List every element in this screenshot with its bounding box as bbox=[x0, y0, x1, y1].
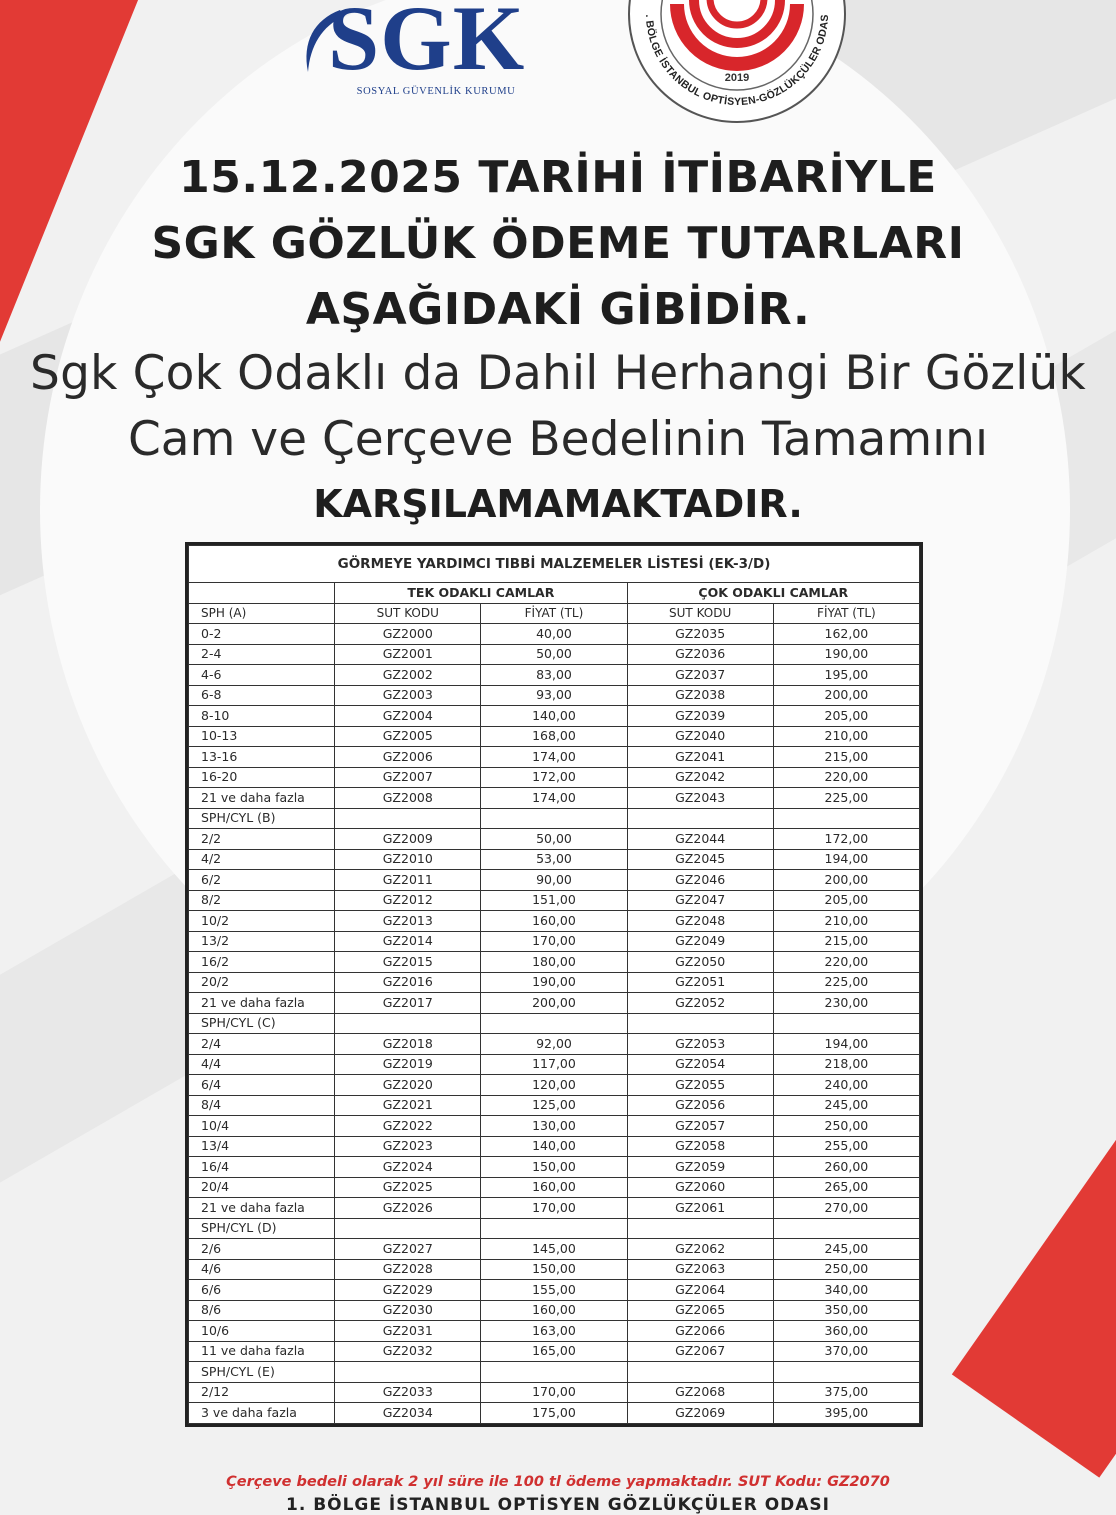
table-row bbox=[189, 788, 920, 809]
cell-price: 190,00 bbox=[481, 972, 627, 993]
cell-price: 151,00 bbox=[481, 890, 627, 911]
red-corner-stripe bbox=[952, 1030, 1116, 1477]
table-row bbox=[189, 767, 920, 788]
cell-sut-code: GZ2031 bbox=[335, 1321, 481, 1342]
headline-line-1: 15.12.2025 TARİHİ İTİBARİYLE bbox=[179, 152, 937, 203]
table-title: GÖRMEYE YARDIMCI TIBBİ MALZEMELER LİSTESİ (EK-3/D) bbox=[189, 546, 920, 583]
cell-price: 53,00 bbox=[481, 849, 627, 870]
cell-price-multi: 255,00 bbox=[773, 1136, 919, 1157]
cell-sut-code-multi: GZ2038 bbox=[627, 685, 773, 706]
table-row bbox=[189, 911, 920, 932]
cell-price-multi bbox=[773, 1362, 919, 1383]
table-row bbox=[189, 1382, 920, 1403]
table-row bbox=[189, 870, 920, 891]
cell-sut-code-multi: GZ2056 bbox=[627, 1095, 773, 1116]
cell-price-multi: 218,00 bbox=[773, 1054, 919, 1075]
cell-sut-code: GZ2027 bbox=[335, 1239, 481, 1260]
table-row bbox=[189, 1054, 920, 1075]
cell-price-multi: 395,00 bbox=[773, 1403, 919, 1424]
table-row bbox=[189, 1116, 920, 1137]
cell-sut-code-multi bbox=[627, 1218, 773, 1239]
cell-price: 140,00 bbox=[481, 706, 627, 727]
cell-sut-code: GZ2019 bbox=[335, 1054, 481, 1075]
cell-range: 2-4 bbox=[189, 644, 335, 665]
frame-payment-note: Çerçeve bedeli olarak 2 yıl süre ile 100 tl ödeme yapmaktadır. SUT Kodu: GZ2070 bbox=[226, 1474, 890, 1490]
cell-sut-code-multi: GZ2057 bbox=[627, 1116, 773, 1137]
cell-sut-code-multi: GZ2065 bbox=[627, 1300, 773, 1321]
cell-range: 6/4 bbox=[189, 1075, 335, 1096]
cell-range: 21 ve daha fazla bbox=[189, 1198, 335, 1219]
cell-sut-code-multi: GZ2067 bbox=[627, 1341, 773, 1362]
cell-price-multi: 225,00 bbox=[773, 972, 919, 993]
cell-range: 13-16 bbox=[189, 747, 335, 768]
cell-range: 10/6 bbox=[189, 1321, 335, 1342]
cell-price: 120,00 bbox=[481, 1075, 627, 1096]
cell-range: SPH/CYL (B) bbox=[189, 808, 335, 829]
cell-price: 180,00 bbox=[481, 952, 627, 973]
cell-range: 16/2 bbox=[189, 952, 335, 973]
cell-range: SPH/CYL (C) bbox=[189, 1013, 335, 1034]
table-row bbox=[189, 972, 920, 993]
cell-price: 170,00 bbox=[481, 931, 627, 952]
cell-range: 4/2 bbox=[189, 849, 335, 870]
cell-range: SPH/CYL (D) bbox=[189, 1218, 335, 1239]
cell-price: 90,00 bbox=[481, 870, 627, 891]
price-table bbox=[185, 542, 923, 1427]
table-row bbox=[189, 890, 920, 911]
cell-sut-code-multi: GZ2064 bbox=[627, 1280, 773, 1301]
cell-price: 174,00 bbox=[481, 747, 627, 768]
table-row bbox=[189, 1403, 920, 1424]
table-row bbox=[189, 829, 920, 850]
cell-price-multi: 270,00 bbox=[773, 1198, 919, 1219]
cell-sut-code bbox=[335, 1013, 481, 1034]
cell-range: 13/4 bbox=[189, 1136, 335, 1157]
cell-price: 172,00 bbox=[481, 767, 627, 788]
cell-price bbox=[481, 808, 627, 829]
cell-range: 2/4 bbox=[189, 1034, 335, 1055]
cell-price-multi: 220,00 bbox=[773, 952, 919, 973]
cell-price: 140,00 bbox=[481, 1136, 627, 1157]
cell-range: 6/6 bbox=[189, 1280, 335, 1301]
cell-sut-code: GZ2034 bbox=[335, 1403, 481, 1424]
cell-sut-code-multi: GZ2041 bbox=[627, 747, 773, 768]
table-row bbox=[189, 1136, 920, 1157]
cell-range: 2/2 bbox=[189, 829, 335, 850]
cell-range: 21 ve daha fazla bbox=[189, 788, 335, 809]
headline-line-2: SGK GÖZLÜK ÖDEME TUTARLARI bbox=[151, 218, 965, 269]
cell-sut-code: GZ2020 bbox=[335, 1075, 481, 1096]
cell-range: 6-8 bbox=[189, 685, 335, 706]
table-row bbox=[189, 1034, 920, 1055]
cell-price-multi: 215,00 bbox=[773, 931, 919, 952]
sgk-logo-text: SGK bbox=[328, 0, 526, 89]
table-row bbox=[189, 931, 920, 952]
cell-range: 16-20 bbox=[189, 767, 335, 788]
cell-sut-code: GZ2005 bbox=[335, 726, 481, 747]
cell-price: 50,00 bbox=[481, 644, 627, 665]
cell-sut-code bbox=[335, 1218, 481, 1239]
cell-price-multi: 265,00 bbox=[773, 1177, 919, 1198]
cell-range: 10/2 bbox=[189, 911, 335, 932]
cell-price-multi: 200,00 bbox=[773, 870, 919, 891]
table-section-row bbox=[189, 1218, 920, 1239]
cell-sut-code: GZ2011 bbox=[335, 870, 481, 891]
cell-price-multi bbox=[773, 1218, 919, 1239]
cell-sut-code-multi bbox=[627, 1362, 773, 1383]
cell-price-multi: 350,00 bbox=[773, 1300, 919, 1321]
cell-sut-code-multi: GZ2043 bbox=[627, 788, 773, 809]
cell-sut-code: GZ2012 bbox=[335, 890, 481, 911]
cell-price: 160,00 bbox=[481, 911, 627, 932]
cell-price-multi: 375,00 bbox=[773, 1382, 919, 1403]
table-row bbox=[189, 1321, 920, 1342]
cell-sut-code-multi: GZ2035 bbox=[627, 624, 773, 645]
cell-sut-code: GZ2022 bbox=[335, 1116, 481, 1137]
table-row bbox=[189, 1198, 920, 1219]
table-row bbox=[189, 624, 920, 645]
cell-sut-code-multi: GZ2052 bbox=[627, 993, 773, 1014]
sgk-logo-subtitle: SOSYAL GÜVENLİK KURUMU bbox=[356, 86, 516, 97]
cell-price: 168,00 bbox=[481, 726, 627, 747]
cell-range: 20/4 bbox=[189, 1177, 335, 1198]
seal-year: 2019 bbox=[724, 72, 750, 84]
cell-sut-code bbox=[335, 808, 481, 829]
cell-price-multi: 210,00 bbox=[773, 911, 919, 932]
cell-sut-code-multi: GZ2050 bbox=[627, 952, 773, 973]
table-row bbox=[189, 1075, 920, 1096]
cell-sut-code: GZ2030 bbox=[335, 1300, 481, 1321]
cell-range: 8/4 bbox=[189, 1095, 335, 1116]
cell-price: 165,00 bbox=[481, 1341, 627, 1362]
cell-sut-code: GZ2033 bbox=[335, 1382, 481, 1403]
cell-sut-code-multi bbox=[627, 808, 773, 829]
cell-sut-code-multi: GZ2051 bbox=[627, 972, 773, 993]
table-row bbox=[189, 1095, 920, 1116]
cell-sut-code bbox=[335, 1362, 481, 1383]
table-section-row bbox=[189, 808, 920, 829]
cell-sut-code: GZ2001 bbox=[335, 644, 481, 665]
cell-price: 174,00 bbox=[481, 788, 627, 809]
cell-range: 10/4 bbox=[189, 1116, 335, 1137]
column-header-price-multi: FİYAT (TL) bbox=[773, 603, 919, 624]
cell-sut-code-multi: GZ2048 bbox=[627, 911, 773, 932]
cell-price-multi: 194,00 bbox=[773, 849, 919, 870]
cell-price: 93,00 bbox=[481, 685, 627, 706]
cell-range: 2/6 bbox=[189, 1239, 335, 1260]
cell-sut-code-multi: GZ2069 bbox=[627, 1403, 773, 1424]
cell-range: 21 ve daha fazla bbox=[189, 993, 335, 1014]
cell-range: 11 ve daha fazla bbox=[189, 1341, 335, 1362]
cell-sut-code: GZ2013 bbox=[335, 911, 481, 932]
cell-price-multi: 172,00 bbox=[773, 829, 919, 850]
cell-price: 200,00 bbox=[481, 993, 627, 1014]
table-row bbox=[189, 644, 920, 665]
table-row bbox=[189, 1259, 920, 1280]
table-group-single-focus: TEK ODAKLI CAMLAR bbox=[335, 583, 627, 604]
cell-range: 4/4 bbox=[189, 1054, 335, 1075]
footer-organization: 1. BÖLGE İSTANBUL OPTİSYEN GÖZLÜKÇÜLER ODASI bbox=[285, 1495, 830, 1515]
table-row bbox=[189, 952, 920, 973]
cell-sut-code: GZ2025 bbox=[335, 1177, 481, 1198]
cell-range: SPH/CYL (E) bbox=[189, 1362, 335, 1383]
cell-sut-code: GZ2026 bbox=[335, 1198, 481, 1219]
table-row bbox=[189, 706, 920, 727]
cell-price bbox=[481, 1362, 627, 1383]
cell-range: 0-2 bbox=[189, 624, 335, 645]
cell-sut-code: GZ2018 bbox=[335, 1034, 481, 1055]
cell-sut-code-multi: GZ2066 bbox=[627, 1321, 773, 1342]
subtext-line-3: KARŞILAMAMAKTADIR. bbox=[313, 482, 803, 526]
cell-sut-code: GZ2024 bbox=[335, 1157, 481, 1178]
cell-price-multi: 195,00 bbox=[773, 665, 919, 686]
cell-sut-code-multi: GZ2054 bbox=[627, 1054, 773, 1075]
seal-ring-text: . BÖLGE İSTANBUL OPTİSYEN-GÖZLÜKÇÜLER ODAS bbox=[642, 14, 832, 109]
cell-sut-code: GZ2032 bbox=[335, 1341, 481, 1362]
cell-sut-code-multi: GZ2055 bbox=[627, 1075, 773, 1096]
table-group-multi-focus: ÇOK ODAKLI CAMLAR bbox=[627, 583, 919, 604]
cell-range: 8/2 bbox=[189, 890, 335, 911]
headline-line-3: AŞAĞIDAKİ GİBİDİR. bbox=[305, 284, 811, 335]
cell-range: 8/6 bbox=[189, 1300, 335, 1321]
cell-price: 155,00 bbox=[481, 1280, 627, 1301]
column-header-sut-code-multi: SUT KODU bbox=[627, 603, 773, 624]
cell-price-multi: 245,00 bbox=[773, 1095, 919, 1116]
cell-sut-code: GZ2004 bbox=[335, 706, 481, 727]
cell-sut-code: GZ2021 bbox=[335, 1095, 481, 1116]
cell-range: 4/6 bbox=[189, 1259, 335, 1280]
cell-price-multi: 200,00 bbox=[773, 685, 919, 706]
cell-price: 130,00 bbox=[481, 1116, 627, 1137]
cell-price: 92,00 bbox=[481, 1034, 627, 1055]
cell-price: 170,00 bbox=[481, 1382, 627, 1403]
subtext-line-2: Cam ve Çerçeve Bedelinin Tamamını bbox=[127, 412, 989, 467]
cell-sut-code: GZ2028 bbox=[335, 1259, 481, 1280]
cell-sut-code-multi: GZ2047 bbox=[627, 890, 773, 911]
cell-sut-code: GZ2014 bbox=[335, 931, 481, 952]
cell-price-multi: 250,00 bbox=[773, 1116, 919, 1137]
cell-range: 8-10 bbox=[189, 706, 335, 727]
subtext-line-1: Sgk Çok Odaklı da Dahil Herhangi Bir Gözlük bbox=[30, 346, 1086, 401]
cell-sut-code: GZ2006 bbox=[335, 747, 481, 768]
cell-price: 175,00 bbox=[481, 1403, 627, 1424]
seal-emblem-icon bbox=[624, 0, 850, 138]
table-row bbox=[189, 1300, 920, 1321]
cell-sut-code-multi: GZ2053 bbox=[627, 1034, 773, 1055]
cell-sut-code-multi: GZ2058 bbox=[627, 1136, 773, 1157]
table-row bbox=[189, 1177, 920, 1198]
cell-price-multi: 240,00 bbox=[773, 1075, 919, 1096]
cell-sut-code: GZ2002 bbox=[335, 665, 481, 686]
cell-price-multi: 230,00 bbox=[773, 993, 919, 1014]
cell-price-multi: 162,00 bbox=[773, 624, 919, 645]
column-header-sut-code: SUT KODU bbox=[335, 603, 481, 624]
cell-price-multi: 245,00 bbox=[773, 1239, 919, 1260]
table-row bbox=[189, 665, 920, 686]
cell-price bbox=[481, 1013, 627, 1034]
cell-sut-code-multi: GZ2037 bbox=[627, 665, 773, 686]
cell-range: 20/2 bbox=[189, 972, 335, 993]
cell-sut-code-multi: GZ2040 bbox=[627, 726, 773, 747]
cell-price-multi: 360,00 bbox=[773, 1321, 919, 1342]
cell-price: 150,00 bbox=[481, 1259, 627, 1280]
cell-sut-code: GZ2009 bbox=[335, 829, 481, 850]
table-row bbox=[189, 849, 920, 870]
cell-sut-code-multi: GZ2046 bbox=[627, 870, 773, 891]
cell-sut-code-multi: GZ2063 bbox=[627, 1259, 773, 1280]
cell-price: 150,00 bbox=[481, 1157, 627, 1178]
cell-sut-code-multi: GZ2044 bbox=[627, 829, 773, 850]
cell-sut-code: GZ2015 bbox=[335, 952, 481, 973]
cell-sut-code-multi: GZ2039 bbox=[627, 706, 773, 727]
table-group-empty bbox=[189, 583, 335, 604]
cell-range: 4-6 bbox=[189, 665, 335, 686]
cell-price-multi: 340,00 bbox=[773, 1280, 919, 1301]
cell-price-multi: 260,00 bbox=[773, 1157, 919, 1178]
cell-sut-code-multi: GZ2045 bbox=[627, 849, 773, 870]
cell-sut-code-multi: GZ2059 bbox=[627, 1157, 773, 1178]
cell-price-multi: 205,00 bbox=[773, 706, 919, 727]
cell-sut-code-multi: GZ2061 bbox=[627, 1198, 773, 1219]
table-row bbox=[189, 747, 920, 768]
cell-sut-code: GZ2010 bbox=[335, 849, 481, 870]
cell-range: 13/2 bbox=[189, 931, 335, 952]
cell-price: 83,00 bbox=[481, 665, 627, 686]
cell-price: 145,00 bbox=[481, 1239, 627, 1260]
cell-sut-code-multi: GZ2049 bbox=[627, 931, 773, 952]
cell-price-multi: 220,00 bbox=[773, 767, 919, 788]
cell-price-multi: 194,00 bbox=[773, 1034, 919, 1055]
cell-range: 3 ve daha fazla bbox=[189, 1403, 335, 1424]
cell-sut-code: GZ2017 bbox=[335, 993, 481, 1014]
table-row bbox=[189, 685, 920, 706]
cell-price bbox=[481, 1218, 627, 1239]
cell-sut-code: GZ2029 bbox=[335, 1280, 481, 1301]
cell-price-multi bbox=[773, 1013, 919, 1034]
cell-price: 50,00 bbox=[481, 829, 627, 850]
cell-price: 160,00 bbox=[481, 1300, 627, 1321]
cell-price: 125,00 bbox=[481, 1095, 627, 1116]
cell-price: 160,00 bbox=[481, 1177, 627, 1198]
cell-price-multi: 190,00 bbox=[773, 644, 919, 665]
sgk-logo bbox=[300, 0, 540, 110]
cell-sut-code: GZ2016 bbox=[335, 972, 481, 993]
cell-range: 6/2 bbox=[189, 870, 335, 891]
cell-price: 40,00 bbox=[481, 624, 627, 645]
table-row bbox=[189, 726, 920, 747]
cell-price-multi: 370,00 bbox=[773, 1341, 919, 1362]
cell-price-multi: 210,00 bbox=[773, 726, 919, 747]
cell-sut-code: GZ2023 bbox=[335, 1136, 481, 1157]
cell-sut-code: GZ2003 bbox=[335, 685, 481, 706]
cell-price: 163,00 bbox=[481, 1321, 627, 1342]
table-row bbox=[189, 1239, 920, 1260]
cell-sut-code-multi bbox=[627, 1013, 773, 1034]
cell-sut-code-multi: GZ2042 bbox=[627, 767, 773, 788]
column-header-sph: SPH (A) bbox=[189, 603, 335, 624]
table-section-row bbox=[189, 1013, 920, 1034]
cell-sut-code-multi: GZ2062 bbox=[627, 1239, 773, 1260]
chamber-seal bbox=[624, 0, 850, 138]
cell-range: 10-13 bbox=[189, 726, 335, 747]
table-row bbox=[189, 1280, 920, 1301]
cell-range: 16/4 bbox=[189, 1157, 335, 1178]
column-header-price: FİYAT (TL) bbox=[481, 603, 627, 624]
cell-price-multi: 250,00 bbox=[773, 1259, 919, 1280]
cell-price: 170,00 bbox=[481, 1198, 627, 1219]
table-row bbox=[189, 1341, 920, 1362]
table-section-row bbox=[189, 1362, 920, 1383]
cell-sut-code-multi: GZ2060 bbox=[627, 1177, 773, 1198]
cell-sut-code: GZ2000 bbox=[335, 624, 481, 645]
cell-price-multi: 215,00 bbox=[773, 747, 919, 768]
cell-price-multi: 205,00 bbox=[773, 890, 919, 911]
cell-price-multi bbox=[773, 808, 919, 829]
table-row bbox=[189, 1157, 920, 1178]
cell-range: 2/12 bbox=[189, 1382, 335, 1403]
cell-price: 117,00 bbox=[481, 1054, 627, 1075]
cell-sut-code-multi: GZ2036 bbox=[627, 644, 773, 665]
cell-sut-code-multi: GZ2068 bbox=[627, 1382, 773, 1403]
cell-sut-code: GZ2007 bbox=[335, 767, 481, 788]
table-row bbox=[189, 993, 920, 1014]
cell-sut-code: GZ2008 bbox=[335, 788, 481, 809]
cell-price-multi: 225,00 bbox=[773, 788, 919, 809]
